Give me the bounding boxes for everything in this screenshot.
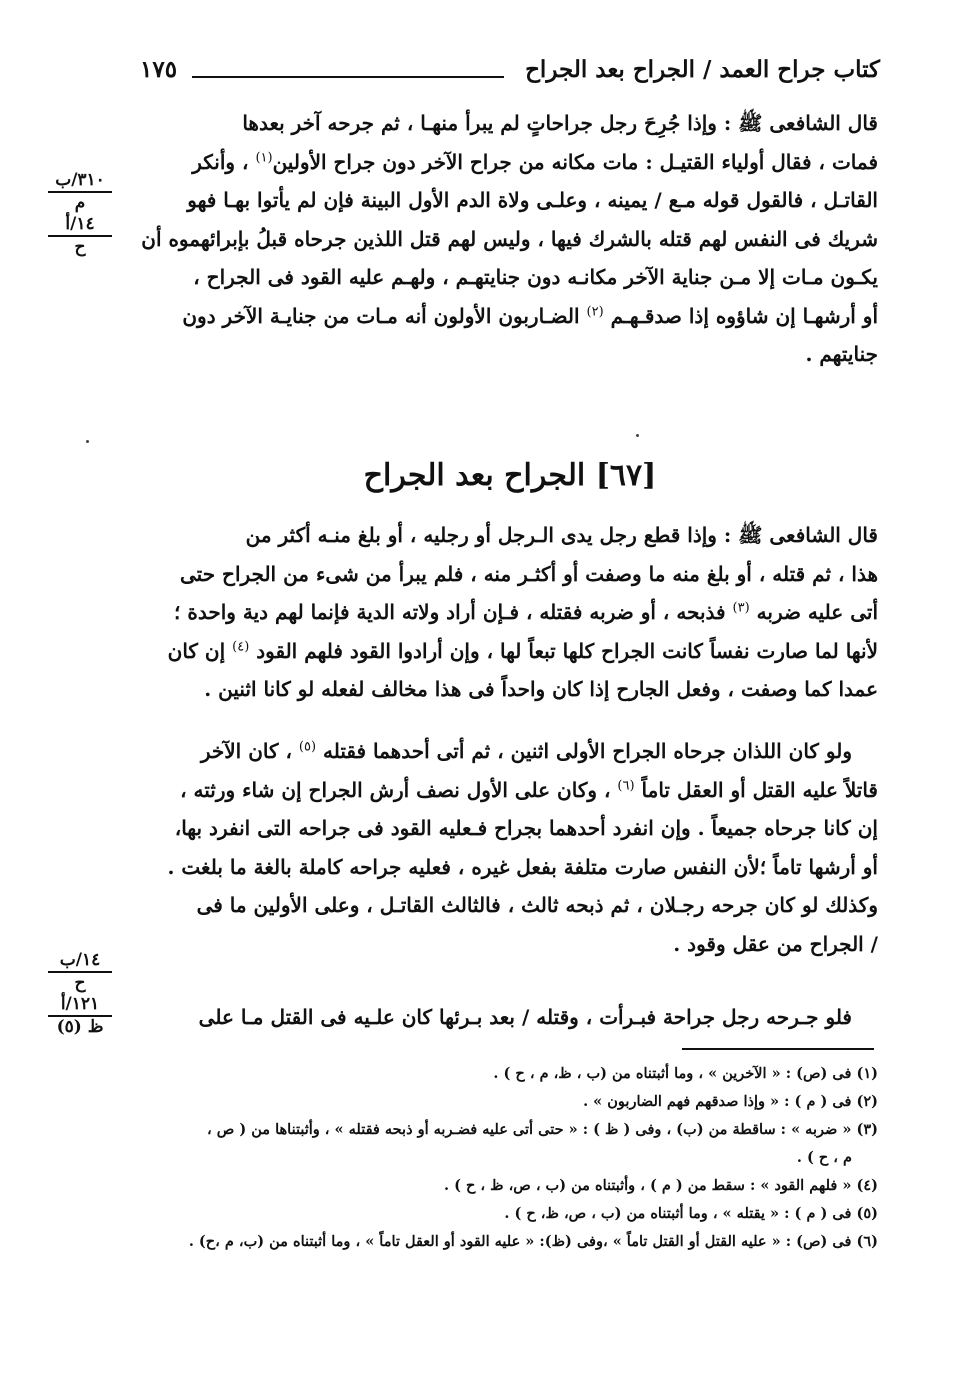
footnote-ref: (٤) (232, 638, 250, 654)
footnote: (١) فى (ص) : « الآخرين » ، وما أثبتناه من (ب ، ظ، م ، ح ) . (493, 1065, 878, 1082)
footnote: (٤) « فلهم القود » : سقط من ( م ) ، وأثبتناه من (ب ، ص، ظ ، ح ) . (443, 1177, 878, 1194)
margin-note-1: ٣١٠/ب م ١٤/أ ح (40, 170, 120, 258)
text-line: لأنها لما صارت نفساً كانت الجراح كلها تبعاً لها ، وإن أرادوا القود فلهم القود $^{(٤)}$ إن كان (167, 638, 878, 663)
page-number: ١٧٥ (140, 56, 178, 83)
text-line: عمدا كما وصفت ، وفعل الجارح إذا كان واحداً فى هذا مخالف لفعله لو كانا اثنين . (204, 677, 878, 701)
scan-speck (86, 440, 89, 443)
text-line: هذا ، ثم قتله ، أو بلغ منه ما وصفت أو أكثـر منه ، فلم يبرأ من شىء من الجراح حتى (180, 561, 878, 586)
footnote-ref: (٢) (586, 303, 604, 319)
section-heading: [٦٧] الجراح بعد الجراح (363, 458, 657, 493)
text-line: وكذلك لو كان جرحه رجـلان ، ثم ذبحه ثالث ، فالثالث القاتـل ، وعلى الأولين ما فى (196, 893, 878, 917)
footnote: (٦) فى (ص) : « عليه القتل أو القتل تاماً » ،وفى (ظ): « عليه القود أو العقل تاماً » ، وما أثبتناه من (ب، م ،ح) . (188, 1233, 878, 1250)
footnote-ref: (٦) (617, 777, 635, 793)
footnote-ref: (٥) (298, 739, 317, 755)
text-line: فلو جـرحه رجل جراحة فبـرأت ، وقتله / بعد بـرئها كان علـيه فى القتل مـا على (198, 1005, 852, 1029)
text-line: القاتـل ، فالقول قوله مـع / يمينه ، وعلـى ولاة الدم الأول البينة فإن لم يأتوا بهـا فهو (187, 188, 878, 212)
text-line: / الجراح من عقل وقود . (673, 931, 878, 956)
section-paragraph-1 (140, 516, 878, 709)
running-header (140, 56, 880, 96)
footnote: (٣) « ضربه » : ساقطة من (ب) ، وفى ( ظ ) : « حتى أتى عليه فضـربه أو ذبحه فقتله » ، وأثبتناها من ( ص ، (207, 1121, 878, 1138)
footnote: (٢) فى ( م ) : « وإذا صدقهم فهم الضاربون » . (583, 1093, 878, 1110)
text-line: إن كانا جرحاه جميعاً . وإن انفرد أحدهما بجراح فـعليه القود فى جراحه التى انفرد بها، (174, 816, 878, 840)
text-line: قاتلاً عليه القتل أو العقل تاماً $^{(٦)}$ ، وكان على الأول نصف أرش الجراح إن شاء ورثته ، (180, 777, 878, 802)
footnote-separator (682, 1048, 874, 1050)
text-line: أتى عليه ضربه $^{(٣)}$ فذبحه ، أو ضربه فقتله ، فـإن أراد ولاته الدية فإنما لهم دية واحدة ؛ (174, 600, 878, 624)
top-paragraph (140, 104, 878, 374)
section-paragraph-2 (140, 732, 878, 963)
footnote: م ، ح ) . (796, 1149, 852, 1166)
text-line: قال الشافعى ﷺ : وإذا جُرِحَ رجل جراحاتٍ لم يبرأ منهـا ، ثم جرحه آخر بعدها (242, 111, 878, 135)
footnotes (140, 1060, 878, 1256)
text-line: شريك فى النفس لهم قتله بالشرك فيها ، وليس لهم قتل اللذين جرحاه قبلُ بإبرائهموه أن (141, 226, 878, 251)
header-title: كتاب جراح العمد / الجراح بعد الجراح (525, 56, 880, 83)
margin-note-2: ١٤/ب ح ١٢١/أ ظ (٥) (40, 950, 120, 1038)
footnote-ref: (٣) (732, 600, 750, 616)
text-line: أو أرشهـا إن شاؤوه إذا صدقـهـم $^{(٢)}$ الضـاربون الأولون أنه مـات من جنايـة الآخر دون (182, 303, 878, 328)
text-line: يكـون مـات إلا مـن جناية الآخر مكانـه دون جنايتهـم ، ولهـم عليه القود فى الجراح ، (193, 265, 878, 289)
header-rule (192, 76, 504, 78)
text-line: أو أرشها تاماً ؛لأن النفس صارت متلفة بفعل غيره ، فعليه جراحه كاملة بالغة ما بلغت . (167, 854, 878, 879)
text-line: قال الشافعى ﷺ : وإذا قطع رجل يدى الـرجل أو رجليه ، أو بلغ منـه أكثر من (245, 523, 878, 547)
text-line: فمات ، فقال أولياء القتيـل : مات مكانه من جراح الآخر دون جراح الأولين$^{(١)}$ ، وأنكر (192, 149, 878, 174)
footnote-ref: (١) (255, 149, 273, 165)
section-paragraph-3 (140, 998, 878, 1037)
text-line: جنايتهم . (805, 342, 878, 366)
text-line: ولو كان اللذان جرحاه الجراح الأولى اثنين ، ثم أتى أحدهما فقتله $^{(٥)}$ ، كان الآخر (200, 739, 852, 763)
footnote: (٥) فى ( م ) : « يقتله » ، وما أثبتناه من (ب ، ص، ظ، ح ) . (504, 1205, 878, 1222)
scan-speck (636, 434, 639, 437)
